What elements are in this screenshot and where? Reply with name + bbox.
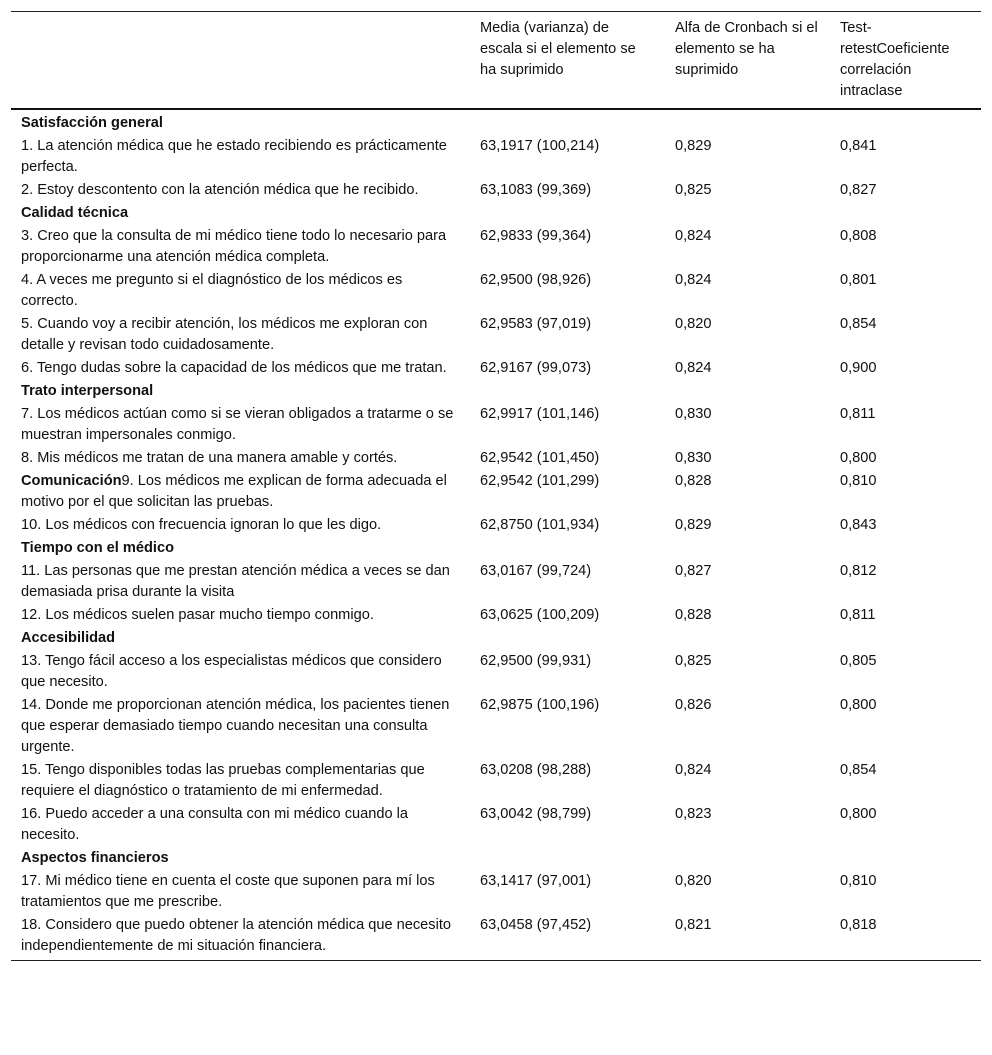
item-text: 18. Considero que puedo obtener la atención médica que necesito independientemente de mi situación financiera. [21,917,452,954]
mean-variance-cell: 62,9500 (99,931) [480,653,592,669]
icc-cell: 0,900 [840,360,877,376]
table-row [11,914,981,961]
table-row [11,803,981,847]
icc-cell: 0,811 [840,607,876,623]
icc-cell: 0,854 [840,316,877,332]
mean-variance-cell: 63,0167 (99,724) [480,563,592,579]
table-row [11,759,981,803]
item-text: 9. Los médicos me explican de forma adecuada el motivo por el que solicitan las pruebas. [21,473,447,510]
table-row [11,514,981,537]
icc-cell: 0,812 [840,563,877,579]
icc-cell: 0,843 [840,517,877,533]
item-cell [11,269,470,313]
item-text: 6. Tengo dudas sobre la capacidad de los médicos que me tratan. [21,360,447,376]
mean-variance-cell: 62,9917 (101,146) [480,406,600,422]
mean-variance-cell: 63,0208 (98,288) [480,762,592,778]
section-row [11,627,981,650]
item-text: 11. Las personas que me prestan atención médica a veces se dan demasiada prisa durante la visita [21,563,450,600]
item-text: 10. Los médicos con frecuencia ignoran lo que les digo. [21,517,382,533]
mean-variance-cell: 62,8750 (101,934) [480,517,600,533]
item-cell [11,514,470,537]
cronbach-alpha-cell: 0,826 [675,697,712,713]
icc-cell: 0,810 [840,873,877,889]
icc-cell: 0,800 [840,806,877,822]
mean-variance-cell: 62,9500 (98,926) [480,272,592,288]
table-row [11,870,981,914]
mean-variance-cell: 62,9542 (101,450) [480,450,600,466]
cronbach-alpha-cell: 0,820 [675,873,712,889]
item-cell [11,914,470,961]
section-label: Satisfacción general [21,115,163,131]
mean-variance-cell: 62,9542 (101,299) [480,473,600,489]
table-row [11,560,981,604]
header-test-retest-icc: Test-retestCoeficiente correlación intraclase [840,20,950,99]
icc-cell: 0,800 [840,697,877,713]
cronbach-alpha-cell: 0,824 [675,360,712,376]
item-text: 4. A veces me pregunto si el diagnóstico de los médicos es correcto. [21,272,403,309]
item-text: 14. Donde me proporcionan atención médica, los pacientes tienen que esperar demasiado tiempo cuando necesitan una consulta urgente. [21,697,450,755]
data-table [11,11,981,961]
icc-cell: 0,811 [840,406,876,422]
cronbach-alpha-cell: 0,824 [675,762,712,778]
header-row [11,12,981,110]
cronbach-alpha-cell: 0,825 [675,182,712,198]
header-mean-variance: Media (varianza) de escala si el elemento se ha suprimido [480,20,636,78]
mean-variance-cell: 63,0458 (97,452) [480,917,592,933]
section-label: Accesibilidad [21,630,116,646]
item-cell [11,403,470,447]
table-row [11,135,981,179]
table-header [11,12,981,110]
item-cell [11,650,470,694]
cronbach-alpha-cell: 0,825 [675,653,712,669]
section-label: Aspectos financieros [21,850,169,866]
cronbach-alpha-cell: 0,830 [675,450,712,466]
table-row [11,269,981,313]
icc-cell: 0,827 [840,182,877,198]
section-row [11,537,981,560]
item-text: 12. Los médicos suelen pasar mucho tiempo conmigo. [21,607,374,623]
table-row [11,403,981,447]
icc-cell: 0,805 [840,653,877,669]
section-row [11,202,981,225]
item-cell [11,759,470,803]
mean-variance-cell: 63,1917 (100,214) [480,138,600,154]
item-text: 17. Mi médico tiene en cuenta el coste que suponen para mí los tratamientos que me prescribe. [21,873,435,910]
item-cell [11,135,470,179]
inline-section-label: Comunicación [21,473,122,489]
table-row [11,447,981,470]
table-row [11,313,981,357]
item-text: 16. Puedo acceder a una consulta con mi médico cuando la necesito. [21,806,408,843]
header-cronbach-alpha: Alfa de Cronbach si el elemento se ha suprimido [675,20,818,78]
icc-cell: 0,800 [840,450,877,466]
table-row [11,470,981,514]
item-text: 7. Los médicos actúan como si se vieran obligados a tratarme o se muestran impersonales conmigo. [21,406,454,443]
item-text: 13. Tengo fácil acceso a los especialistas médicos que considero que necesito. [21,653,442,690]
item-cell [11,357,470,380]
mean-variance-cell: 63,0625 (100,209) [480,607,600,623]
item-cell [11,560,470,604]
cronbach-alpha-cell: 0,821 [675,917,712,933]
item-text: 3. Creo que la consulta de mi médico tiene todo lo necesario para proporcionarme una atención médica completa. [21,228,447,265]
item-cell [11,694,470,759]
mean-variance-cell: 63,0042 (98,799) [480,806,592,822]
mean-variance-cell: 62,9583 (97,019) [480,316,592,332]
mean-variance-cell: 62,9167 (99,073) [480,360,592,376]
icc-cell: 0,808 [840,228,877,244]
table-row [11,650,981,694]
icc-cell: 0,818 [840,917,877,933]
mean-variance-cell: 62,9875 (100,196) [480,697,600,713]
item-cell [11,470,470,514]
cronbach-alpha-cell: 0,830 [675,406,712,422]
section-row [11,109,981,135]
cronbach-alpha-cell: 0,823 [675,806,712,822]
mean-variance-cell: 63,1083 (99,369) [480,182,592,198]
table-row [11,604,981,627]
table-row [11,357,981,380]
item-cell [11,179,470,202]
item-cell [11,870,470,914]
icc-cell: 0,810 [840,473,877,489]
cronbach-alpha-cell: 0,824 [675,272,712,288]
item-text: 2. Estoy descontento con la atención médica que he recibido. [21,182,419,198]
section-row [11,847,981,870]
cronbach-alpha-cell: 0,828 [675,473,712,489]
table-row [11,179,981,202]
mean-variance-cell: 63,1417 (97,001) [480,873,592,889]
cronbach-alpha-cell: 0,820 [675,316,712,332]
mean-variance-cell: 62,9833 (99,364) [480,228,592,244]
cronbach-alpha-cell: 0,829 [675,517,712,533]
item-text: 1. La atención médica que he estado recibiendo es prácticamente perfecta. [21,138,447,175]
table-body [11,109,981,961]
item-text: 15. Tengo disponibles todas las pruebas complementarias que requiere el diagnóstico o tratamiento de mi enfermedad. [21,762,425,799]
table-row [11,694,981,759]
section-label: Tiempo con el médico [21,540,174,556]
section-label: Calidad técnica [21,205,129,221]
section-label: Trato interpersonal [21,383,154,399]
icc-cell: 0,854 [840,762,877,778]
item-text: 5. Cuando voy a recibir atención, los médicos me exploran con detalle y revisan todo cuidadosamente. [21,316,428,353]
cronbach-alpha-cell: 0,827 [675,563,712,579]
icc-cell: 0,841 [840,138,877,154]
item-cell [11,604,470,627]
cronbach-alpha-cell: 0,824 [675,228,712,244]
item-cell [11,803,470,847]
section-row [11,380,981,403]
item-cell [11,313,470,357]
item-cell [11,225,470,269]
item-cell [11,447,470,470]
cronbach-alpha-cell: 0,829 [675,138,712,154]
item-text: 8. Mis médicos me tratan de una manera amable y cortés. [21,450,398,466]
icc-cell: 0,801 [840,272,877,288]
table-row [11,225,981,269]
header-item [11,12,470,110]
cronbach-alpha-cell: 0,828 [675,607,712,623]
